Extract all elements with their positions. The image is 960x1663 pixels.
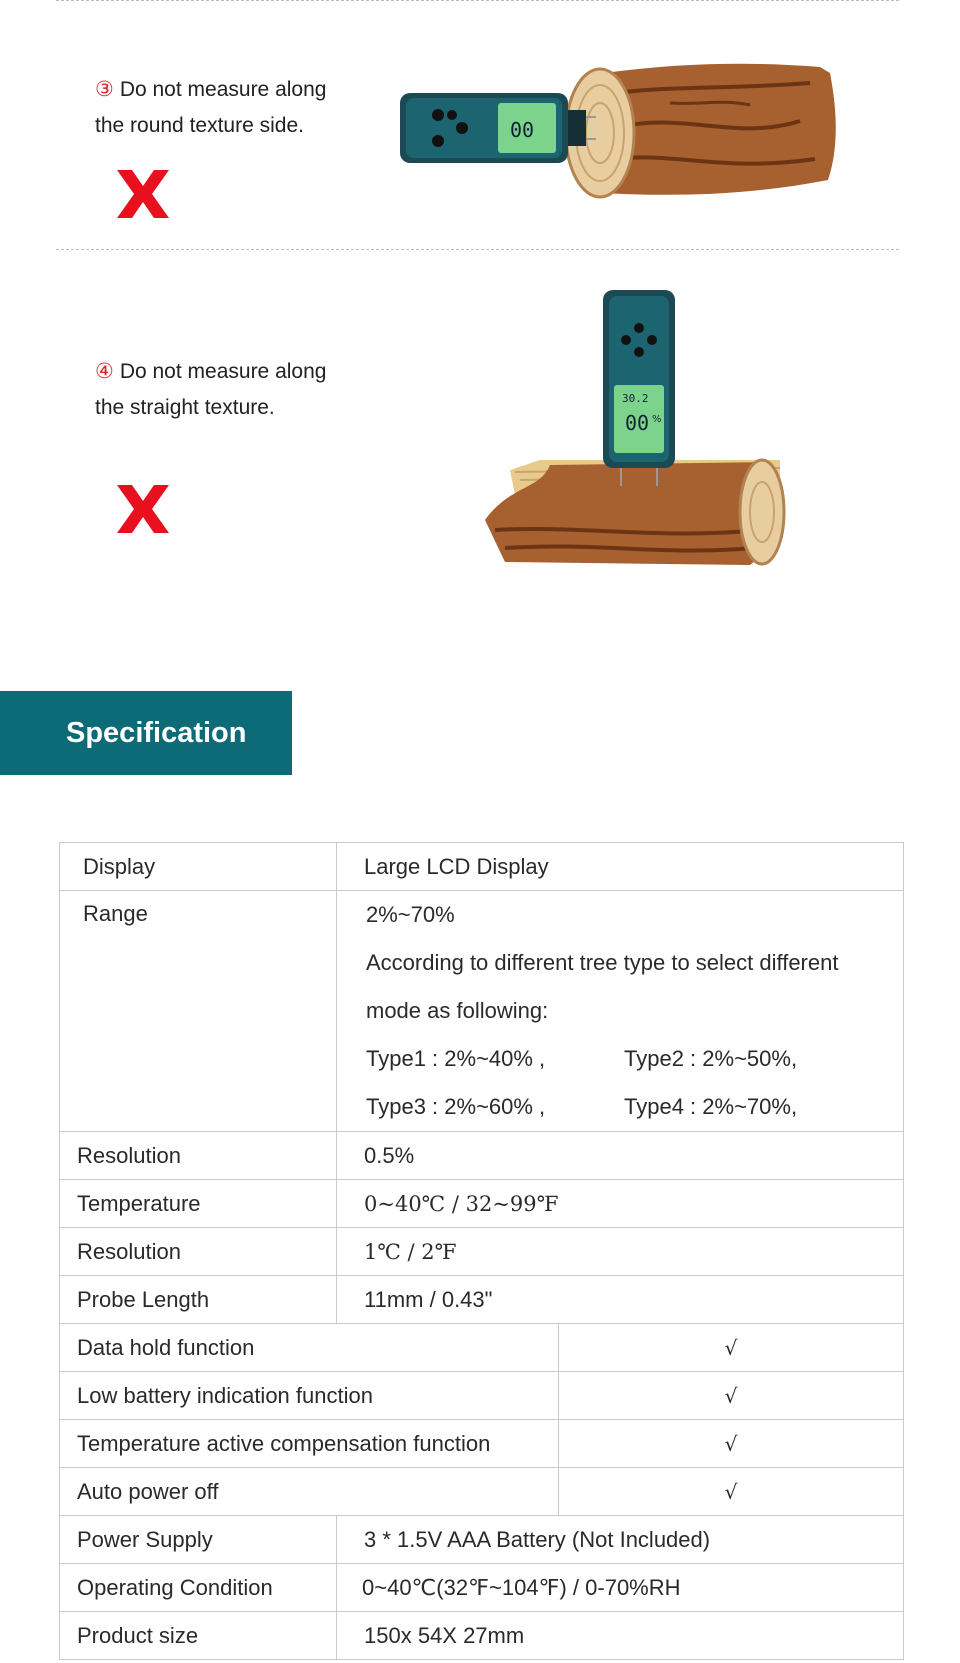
- meter-reading-main: 00: [625, 411, 650, 435]
- spec-label: Product size: [60, 1612, 337, 1660]
- table-row: [60, 1132, 904, 1180]
- table-row: [60, 1180, 904, 1228]
- spec-label: Display: [60, 843, 337, 891]
- table-row: [60, 1324, 904, 1372]
- divider: [56, 249, 899, 250]
- meter-on-log-end-illustration: [400, 55, 840, 205]
- section-title: Specification: [0, 691, 292, 775]
- spec-value: 150x 54X 27mm: [337, 1612, 904, 1660]
- check-mark: √: [559, 1420, 904, 1468]
- instruction-line: Do not measure along: [119, 360, 327, 383]
- range-value: 2%~70%: [366, 902, 455, 927]
- range-type: Type2 : 2%~50%,: [624, 1046, 798, 1071]
- spec-value: 0~40℃ / 32~99℉: [337, 1180, 904, 1228]
- instruction-line: the round texture side.: [95, 114, 304, 137]
- table-row: [60, 1372, 904, 1420]
- table-row: [60, 1420, 904, 1468]
- range-type: Type4 : 2%~70%,: [624, 1094, 798, 1119]
- spec-label: Operating Condition: [60, 1564, 337, 1612]
- instruction-line: the straight texture.: [95, 396, 275, 419]
- x-icon: [117, 485, 169, 533]
- range-note: mode as following:: [366, 998, 549, 1023]
- spec-value: [337, 891, 904, 1132]
- range-type: Type3 : 2%~60% ,: [366, 1094, 546, 1119]
- check-mark: √: [559, 1468, 904, 1516]
- x-icon: [117, 170, 169, 218]
- meter-reading-small: 30.2: [622, 392, 649, 405]
- spec-value: 11mm / 0.43": [337, 1276, 904, 1324]
- table-row: [60, 891, 904, 1132]
- check-mark: √: [559, 1324, 904, 1372]
- check-mark: √: [559, 1372, 904, 1420]
- table-row: [60, 1564, 904, 1612]
- instruction-number: ④: [95, 360, 114, 383]
- feature-label: Low battery indication function: [60, 1372, 559, 1420]
- instruction-number: ③: [95, 78, 114, 101]
- spec-value: Large LCD Display: [337, 843, 904, 891]
- divider: [56, 0, 899, 1]
- spec-label: Probe Length: [60, 1276, 337, 1324]
- spec-value: 3 * 1.5V AAA Battery (Not Included): [337, 1516, 904, 1564]
- table-row: [60, 1612, 904, 1660]
- spec-label: Range: [60, 891, 337, 1132]
- range-type: Type1 : 2%~40% ,: [366, 1046, 546, 1071]
- instruction-line: Do not measure along: [119, 78, 327, 101]
- spec-label: Temperature: [60, 1180, 337, 1228]
- feature-label: Data hold function: [60, 1324, 559, 1372]
- instruction-3-text: [95, 72, 326, 144]
- spec-label: Resolution: [60, 1132, 337, 1180]
- range-note: According to different tree type to select different: [366, 950, 839, 975]
- feature-label: Auto power off: [60, 1468, 559, 1516]
- spec-value: 0.5%: [337, 1132, 904, 1180]
- meter-unit: %: [652, 414, 662, 425]
- feature-label: Temperature active compensation function: [60, 1420, 559, 1468]
- spec-label: Power Supply: [60, 1516, 337, 1564]
- table-row: [60, 1228, 904, 1276]
- instruction-4-text: [95, 354, 326, 426]
- spec-label: Resolution: [60, 1228, 337, 1276]
- spec-value: 1℃ / 2℉: [337, 1228, 904, 1276]
- table-row: [60, 1516, 904, 1564]
- meter-reading-main: 00: [510, 118, 535, 142]
- meter-on-log-side-illustration: [480, 290, 800, 580]
- spec-table: [59, 842, 904, 1660]
- spec-value: 0~40℃(32℉~104℉) / 0-70%RH: [337, 1564, 904, 1612]
- table-row: [60, 1468, 904, 1516]
- table-row: [60, 1276, 904, 1324]
- table-row: [60, 843, 904, 891]
